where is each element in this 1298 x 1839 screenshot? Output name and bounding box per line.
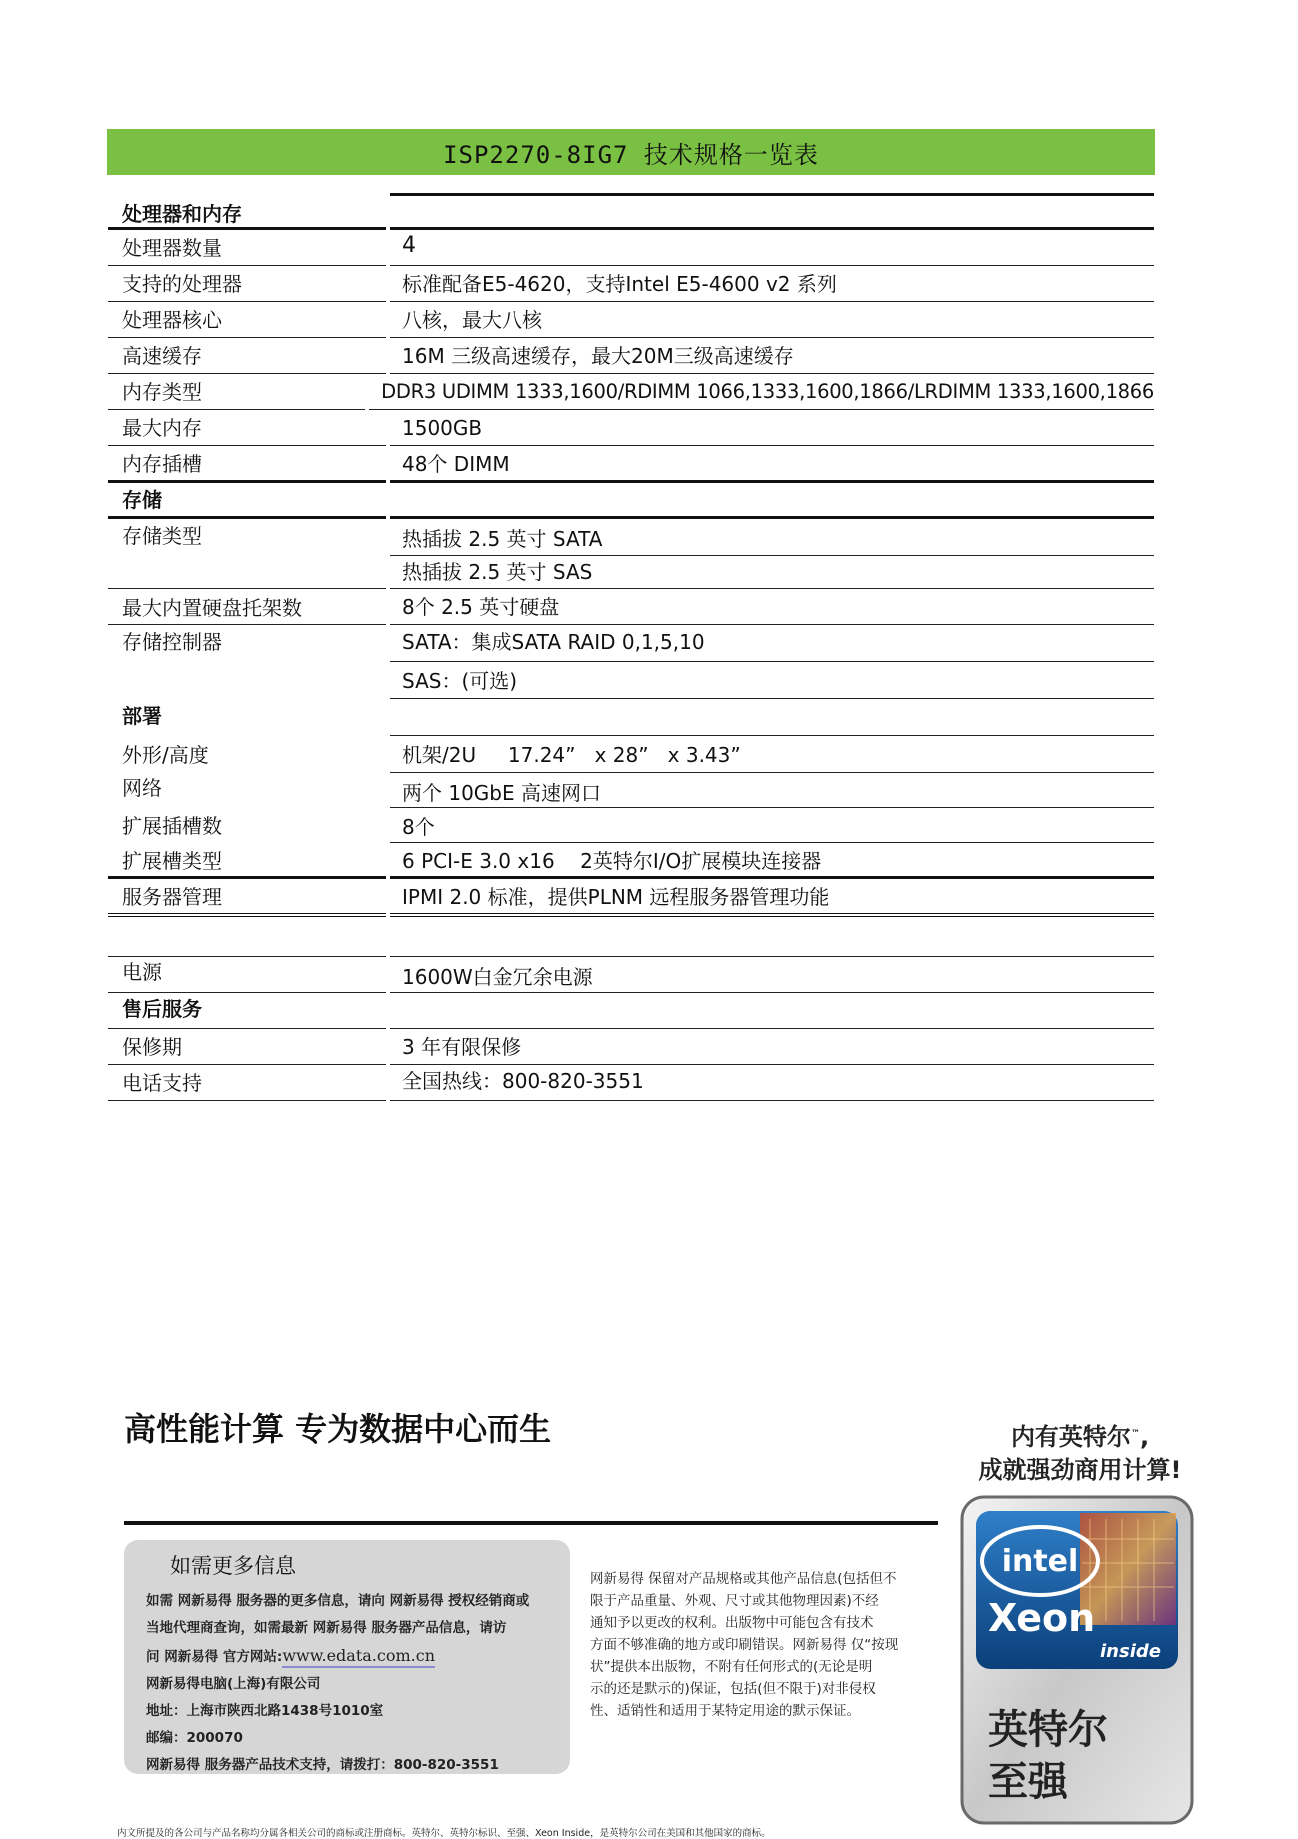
- table-row: [108, 266, 1154, 302]
- svg-text:intel: intel: [1001, 1544, 1079, 1579]
- table-row: [108, 338, 1154, 374]
- disclaimer-text: 网新易得 保留对产品规格或其他产品信息(包括但不 限于产品重量、外观、尺寸或其他物理因素)不经 通知予以更改的权利。出版物中可能包含有技术 方面不够准确的地方或印刷错误。网新易得 仅“按现 状”提供本出版物，不附有任何形式的(无论是明 示的还是默示的)保证，包括(但不限于)对非侵权 性、适销性和适用于某特定用途的默示保证。: [590, 1571, 899, 1719]
- zip-code: 邮编：200070: [146, 1730, 243, 1746]
- row-label: 存储类型: [108, 519, 386, 589]
- table-row: [108, 773, 1154, 807]
- table-row: [108, 410, 1154, 446]
- table-row: [108, 843, 1154, 879]
- row-label: 保修期: [108, 1029, 386, 1065]
- section-storage: [108, 483, 1154, 519]
- table-row: [108, 957, 1154, 993]
- table-row: [108, 1065, 1154, 1101]
- row-value: 全国热线：800-820-3551: [390, 1065, 1154, 1101]
- company-address: 地址：上海市陕西北路1438号1010室: [146, 1703, 384, 1719]
- table-row: [108, 879, 1154, 917]
- section-label: 处理器和内存: [108, 199, 386, 230]
- info-line: 如需 网新易得 服务器的更多信息，请向 网新易得 授权经销商或: [146, 1593, 530, 1609]
- section-label: 存储: [108, 483, 386, 519]
- slogan-heading: 高性能计算 专为数据中心而生: [124, 1410, 552, 1448]
- row-label: 内存类型: [108, 374, 365, 410]
- row-label: 最大内置硬盘托架数: [108, 589, 386, 625]
- intel-xeon-badge-icon: [960, 1495, 1194, 1825]
- row-label: 网络: [122, 776, 162, 800]
- info-title: 如需更多信息: [170, 1554, 296, 1578]
- table-row: [108, 446, 1154, 483]
- table-row: [108, 589, 1154, 625]
- row-value: 标准配备E5-4620，支持Intel E5-4600 v2 系列: [390, 266, 1154, 302]
- row-label: 最大内存: [108, 410, 386, 446]
- row-value: IPMI 2.0 标准，提供PLNM 远程服务器管理功能: [390, 879, 1154, 917]
- svg-text:inside: inside: [1100, 1641, 1161, 1662]
- row-value: DDR3 UDIMM 1333,1600/RDIMM 1066,1333,1600,1866/LRDIMM 1333,1600,1866: [369, 374, 1154, 410]
- info-line: [146, 1642, 570, 1671]
- row-value: 3 年有限保修: [390, 1029, 1154, 1065]
- table-row: [108, 807, 1154, 843]
- row-value: 16M 三级高速缓存，最大20M三级高速缓存: [390, 338, 1154, 374]
- row-value: 1500GB: [390, 410, 1154, 446]
- row-value: 两个 10GbE 高速网口: [402, 781, 601, 805]
- info-line: 当地代理商查询，如需最新 网新易得 服务器产品信息，请访: [146, 1620, 507, 1636]
- row-label: 电源: [108, 957, 386, 993]
- page-title: ISP2270-8IG7 技术规格一览表: [107, 129, 1155, 175]
- table-row: [108, 230, 1154, 266]
- info-website-label: 问 网新易得 官方网站:: [146, 1649, 283, 1665]
- row-label: 外形/高度: [122, 743, 209, 767]
- trademark-footnote: 内文所提及的各公司与产品名称均分属各相关公司的商标或注册商标。英特尔、英特尔标识、至强、Xeon Inside，是英特尔公司在美国和其他国家的商标。: [117, 1828, 771, 1839]
- divider: [124, 1521, 938, 1525]
- row-label: 处理器核心: [108, 302, 386, 338]
- row-value: 1600W白金冗余电源: [390, 957, 1154, 993]
- row-value: 6 PCI-E 3.0 x16 2英特尔I/O扩展模块连接器: [390, 843, 1154, 879]
- row-value: 8个 2.5 英寸硬盘: [390, 589, 1154, 625]
- section-label: 售后服务: [108, 993, 386, 1029]
- row-value: 机架/2U 17.24” x 28” x 3.43”: [390, 736, 1154, 773]
- section-deployment: [108, 699, 1154, 736]
- row-label: 电话支持: [108, 1065, 386, 1101]
- table-row: [108, 302, 1154, 338]
- svg-text:Xeon: Xeon: [988, 1596, 1096, 1640]
- row-value: 4: [390, 230, 1154, 266]
- table-row: [108, 1029, 1154, 1065]
- spec-table: [108, 193, 1154, 1101]
- intel-tagline: 内有英特尔™, 成就强劲商用计算!: [978, 1423, 1182, 1484]
- table-row: [108, 625, 1154, 699]
- row-label: 内存插槽: [108, 446, 386, 483]
- row-label: 扩展插槽数: [122, 814, 222, 838]
- website-link[interactable]: www.edata.com.cn: [282, 1646, 435, 1668]
- svg-text:英特尔: 英特尔: [988, 1707, 1108, 1753]
- table-row: [108, 736, 1154, 773]
- row-value: 热插拔 2.5 英寸 SATA: [390, 519, 1154, 556]
- section-processor-memory: [108, 199, 1154, 230]
- row-label: 高速缓存: [108, 338, 386, 374]
- table-row: [108, 374, 1154, 410]
- row-label: 支持的处理器: [108, 266, 386, 302]
- row-label: 处理器数量: [108, 230, 386, 266]
- svg-text:至强: 至强: [988, 1759, 1068, 1805]
- table-row: [108, 519, 1154, 589]
- support-phone: 网新易得 服务器产品技术支持，请拨打：800-820-3551: [146, 1757, 499, 1773]
- row-label: 存储控制器: [122, 630, 222, 654]
- more-info-box: [124, 1540, 570, 1774]
- company-name: 网新易得电脑(上海)有限公司: [146, 1676, 321, 1692]
- section-label: 部署: [122, 704, 162, 728]
- row-value: 八核，最大八核: [390, 302, 1154, 338]
- section-service: [108, 993, 1154, 1029]
- row-label: 服务器管理: [108, 879, 386, 917]
- row-value: SAS：(可选): [402, 669, 518, 693]
- row-label: 扩展槽类型: [108, 843, 386, 879]
- row-value: 8个: [390, 807, 1154, 843]
- row-value: 48个 DIMM: [390, 446, 1154, 483]
- row-value: SATA：集成SATA RAID 0,1,5,10: [390, 625, 1154, 662]
- row-value: 热插拔 2.5 英寸 SAS: [402, 560, 593, 584]
